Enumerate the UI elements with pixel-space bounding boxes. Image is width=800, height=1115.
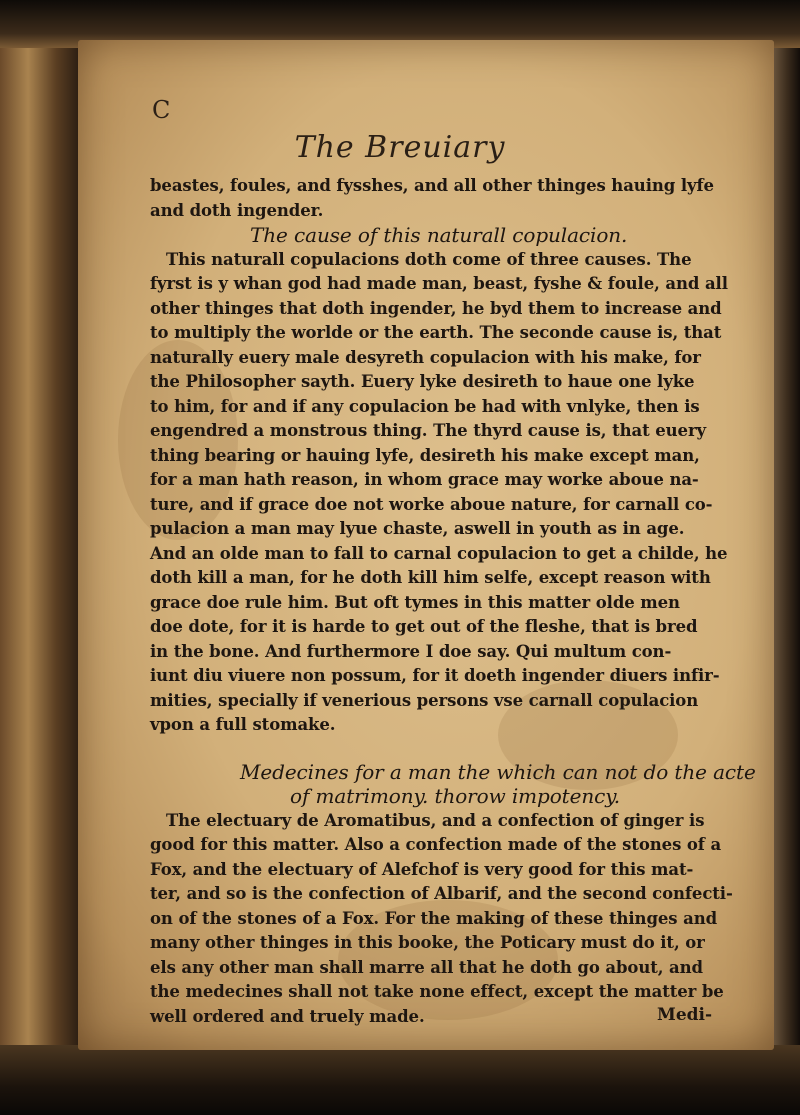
scan-border-bottom — [0, 1045, 800, 1115]
text-line: iunt diu viuere non possum, for it doeth ingender diuers infir- — [150, 666, 720, 685]
text-line: ture, and if grace doe not worke aboue nature, for carnall co- — [150, 494, 713, 514]
text-line: to him, for and if any copulacion be had with vnlyke, then is — [150, 396, 700, 416]
text-line: the Philosopher sayth. Euery lyke desireth to haue one lyke — [150, 372, 695, 391]
text-line: mities, specially if venerious persons vse carnall copulacion — [150, 690, 699, 710]
text-line: naturally euery male desyreth copulacion with his make, for — [150, 347, 701, 367]
page-text — [150, 174, 760, 1029]
catchword: Medi- — [657, 1005, 713, 1025]
text-line: the medecines shall not take none effect, except the matter be — [150, 982, 724, 1001]
text-line: doth kill a man, for he doth kill him selfe, except reason with — [150, 568, 711, 587]
text-line: and doth ingender. — [150, 200, 324, 220]
folio-signature: C — [152, 96, 171, 124]
text-line: other thinges that doth ingender, he byd them to increase and — [150, 298, 722, 318]
section-heading: Medecines for a man the which can not do the acte — [240, 759, 756, 784]
text-line: Fox, and the electuary of Alefchof is very good for this mat- — [150, 859, 694, 879]
text-line: The electuary de Aromatibus, and a confection of ginger is — [166, 810, 705, 830]
text-line: doe dote, for it is harde to get out of the fleshe, that is bred — [150, 617, 698, 636]
text-line: on of the stones of a Fox. For the making of these thinges and — [150, 908, 718, 928]
text-line: well ordered and truely made. — [150, 1006, 425, 1026]
text-line: many other thinges in this booke, the Poticary must do it, or — [150, 933, 705, 952]
section-heading: The cause of this naturall copulacion. — [250, 223, 628, 247]
section-gap — [150, 738, 760, 760]
running-head: The Breuiary — [294, 130, 506, 165]
text-line: beastes, foules, and fysshes, and all other thinges hauing lyfe — [150, 176, 714, 195]
section-heading: of matrimony. thorow impotency. — [290, 784, 621, 808]
text-line: pulacion a man may lyue chaste, aswell in youth as in age. — [150, 519, 685, 538]
paragraph-1 — [150, 174, 760, 223]
text-line: for a man hath reason, in whom grace may worke aboue na- — [150, 470, 699, 489]
book-spine-left — [0, 0, 80, 1115]
text-line: engendred a monstrous thing. The thyrd cause is, that euery — [150, 421, 707, 440]
text-line: vpon a full stomake. — [150, 715, 336, 734]
paragraph-3 — [150, 809, 760, 1030]
paragraph-2 — [150, 248, 760, 738]
text-line: in the bone. And furthermore I doe say. Qui multum con- — [150, 641, 672, 661]
text-line: thing bearing or hauing lyfe, desireth his make except man, — [150, 445, 700, 465]
text-line: fyrst is y whan god had made man, beast, fyshe & foule, and all — [150, 274, 728, 293]
text-line: This naturall copulacions doth come of three causes. The — [166, 249, 692, 269]
text-line: good for this matter. Also a confection made of the stones of a — [150, 835, 722, 854]
text-line: grace doe rule him. But oft tymes in this matter olde men — [150, 592, 680, 612]
text-line: to multiply the worlde or the earth. The seconde cause is, that — [150, 323, 722, 342]
text-line: ter, and so is the confection of Albarif, and the second confecti- — [150, 884, 733, 903]
text-line: els any other man shall marre all that he doth go about, and — [150, 957, 703, 977]
text-line: And an olde man to fall to carnal copulacion to get a childe, he — [150, 543, 728, 563]
